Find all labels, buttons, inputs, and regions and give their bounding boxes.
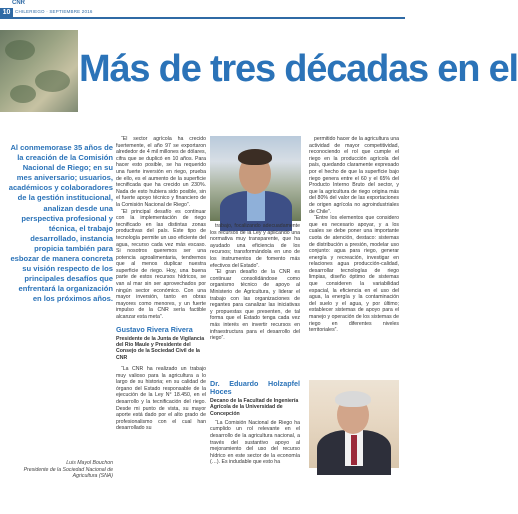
intro-text: Al conmemorase 35 años de la creación de la Comisión Nacional de Riego; en su mes aniversario; usuarios, académicos y colaboradores de la gestión institucional, analizan desde una perspectiva profesional y técnica, el trabajo desarrollado, instancia propicia también para esbozar de manera concreta su visión respecto de los principales desafíos que enfrentará la organización en los próximos años. (8, 143, 113, 304)
paragraph: “La CNR ha realizado un trabajo muy valioso para la agricultura a lo largo de su historia; en su calidad de órgano del Estado responsable de la ejecución de la Ley N° 18.450, en el desarrollo y la tecnificación del riego. Desde mi punto de vista, su mayor aporte está dado por el alto grado de profesionalismo con el cual han desarrollado su (116, 366, 206, 432)
article-column-2b (210, 380, 300, 466)
person-2-name: Dr. Eduardo Holzapfel Hoces (210, 379, 300, 396)
portrait-photo-icon (309, 380, 399, 468)
person-1-role: Presidente de la Junta de Vigilancia del Río Maule y Presidente del Consejo de la Sociedad Civil de la CNR (116, 335, 205, 361)
person-1-name: Gustavo Rivera Rivera (116, 324, 193, 334)
person-2-role: Decano de la Facultad de Ingeniería Agrícola de la Universidad de Concepción (210, 398, 299, 417)
portrait-photo-icon (210, 136, 301, 221)
article-column-2 (210, 223, 300, 342)
paragraph: permitido hacer de la agricultura una actividad de mayor competitividad, reconociendo el rol que cumple el riego en la producción agrícola del país, quedando claramente expresado por el hecho de que la superficie bajo riego genera entre el 60 y el 65% del Producto Interno Bruto del sector, y que la agricultura de riego origina más del 80% del valor de las exportaciones de origen agrícola no agroindustriales de Chile”. (309, 136, 399, 215)
byline-author: Luis Mayol Bouchon (66, 460, 113, 466)
paragraph: “Entre los elementos que considero que es necesario apoyar, y a los cuales se debe poner una importante cuota de atención, destaco: sistemas de distribución a presión, modelar uso conjunto: agua para riego, generar energía y recreación, investigar en relaciones agua producción-calidad, desarrollar tecnologías de riego limpias, diseño óptimo de sistemas que consideren la variabilidad espacial, la eficiencia en el uso del agua, la energía y la contaminación del suelo y el agua, y por último; establecer sistemas de apoyo para el manejo y operación de los sistemas de riego en diferentes niveles territoriales”. (309, 215, 399, 334)
byline-role: Presidente de la Sociedad Nacional de Agricultura (SNA) (23, 466, 113, 479)
landscape-photo-icon (0, 30, 78, 112)
issue-line: CHILERIEGO · SEPTIEMBRE 2016 (15, 9, 93, 14)
page-header (0, 0, 405, 18)
article-column-1 (116, 136, 206, 364)
byline (8, 460, 113, 480)
paragraph: “El sector agrícola ha crecido fuertemente, el año 97 se exportaron alrededor de 4 mil millones de dólares, cifra que se duplicó en 10 años. Para hacer esto posible, se ha requerido una fuerte inversión en riego, prueba de ello, es el aumento de la superficie tecnificada que ha crecido un 230%. Nada de esto hubiera sido posible, sin el fuerte apoyo técnico y financiero de la Comisión Nacional de Riego”. (116, 136, 206, 208)
article-column-3 (309, 136, 399, 334)
page-number: 10 (0, 8, 13, 18)
page-title: Más de tres décadas en el (79, 48, 518, 90)
paragraph: trabajo, focalizando adecuadamente los recursos de la Ley y aplicando una normativa muy transparente, que ha ayudado una eficiencia de los recursos; transformándola en uno de los instrumentos de fomento más efectivos del Estado”. (210, 223, 300, 269)
section-label: CNR (12, 0, 25, 6)
article-column-1b (116, 366, 206, 432)
header-rule (0, 17, 405, 19)
paragraph: “El gran desafío de la CNR es continuar consolidándose como organismo técnico de apoyo al Ministerio de Agricultura, y liderar el trabajo con las organizaciones de regantes para canalizar las iniciativas y propuestas que presenten, de tal forma que el Estado tenga cada vez más interés en invertir recursos en infraestructura para el desarrollo del riego”. (210, 269, 300, 342)
paragraph: “La Comisión Nacional de Riego ha cumplido un rol relevante en el desarrollo de la agricultura nacional, a través del sustantivo apoyo al mejoramiento del uso del recurso hídrico en este sector de la economía (…). Es indudable que esto ha (210, 419, 300, 466)
paragraph: “El principal desafío es continuar con la implementación de riego tecnificado en las distintas zonas productivas del país. Este tipo de tecnología permite un uso eficiente del agua, recurso cada vez más escaso. Si nosotros queremos ser una potencia agroalimentaria, tendremos que al menos duplicar nuestra superficie de riego. Hoy, una buena parte de estos recursos hídricos, se van al mar sin ser aprovechados por ningún sector económico. Con una mayor inversión, tanto en obras mayores como menores, y un fuerte impulso de la CNR sería factible alcanzar esta meta”. (116, 208, 206, 321)
